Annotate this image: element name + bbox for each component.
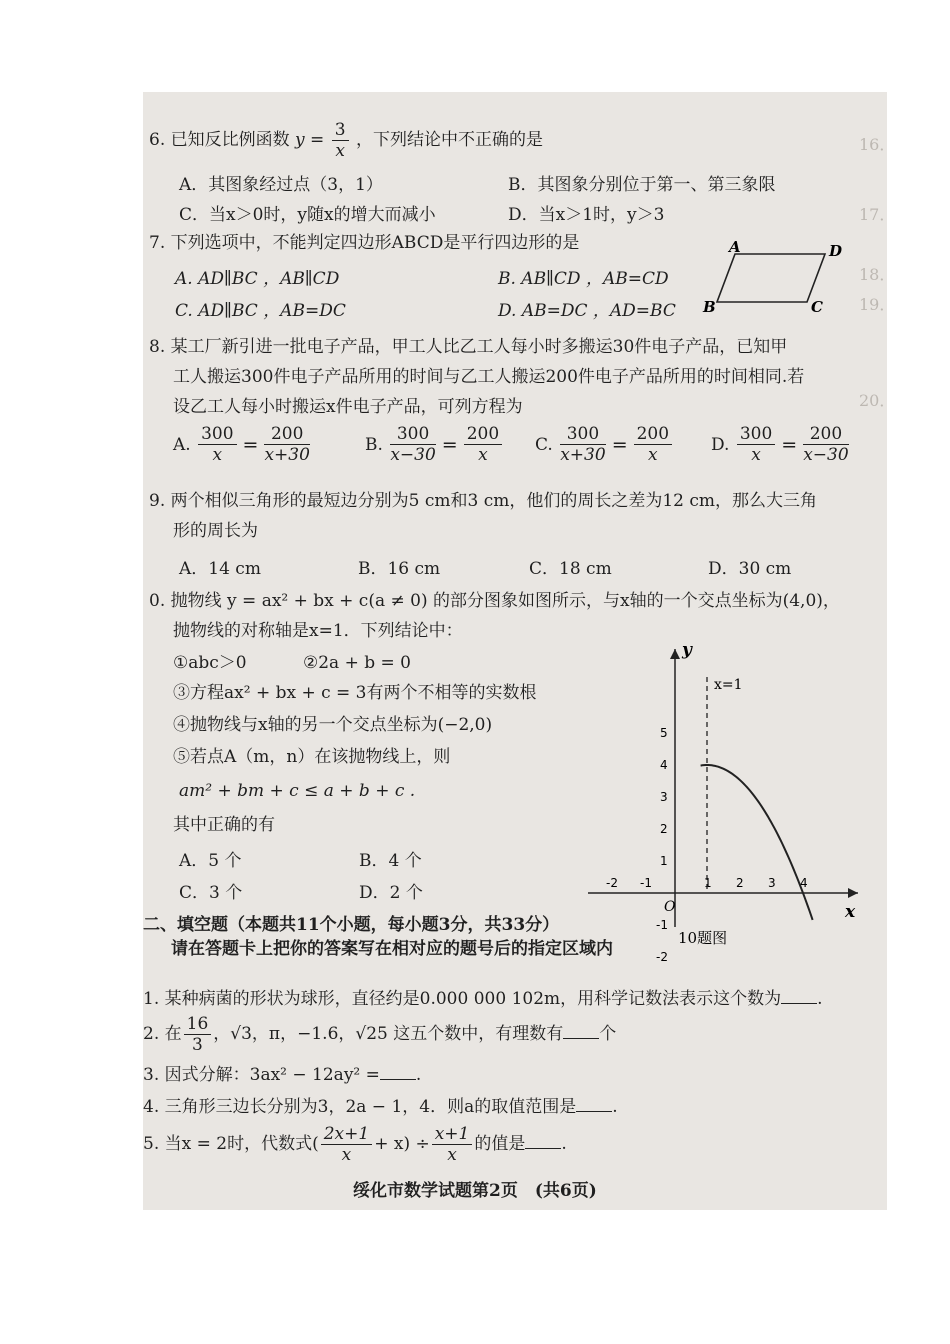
option-d: D. $\frac{300}{x}$ = $\frac{200}{x-30}$ xyxy=(711,424,849,465)
section-2-title: 二、填空题（本题共11个小题，每小题3分，共33分） xyxy=(143,915,560,935)
stem-text: 因式分解：3ax² − 12ay² = xyxy=(164,1065,380,1085)
option-c: C．当x＞0时，y随x的增大而减小 xyxy=(179,205,436,225)
question-13: 3. 因式分解：3ax² − 12ay² = . xyxy=(143,1065,422,1085)
y-tick-label: 4 xyxy=(660,758,668,772)
option-a: A. AD∥BC ，AB∥CD xyxy=(175,269,340,289)
stem-text: 下列选项中，不能判定四边形ABCD是平行四边形的是 xyxy=(170,233,580,253)
question-7-stem xyxy=(149,232,579,254)
exam-page xyxy=(143,92,896,1210)
question-9-line1 xyxy=(149,490,817,512)
option-d: D. AB=DC ，AD=BC xyxy=(498,301,676,321)
option-a: A．5 个 xyxy=(179,851,242,871)
fraction: $\frac{3}{x}$ xyxy=(332,120,349,161)
vertex-d: D xyxy=(829,242,843,260)
answer-blank xyxy=(380,1065,416,1080)
parabola-curve xyxy=(701,765,813,920)
question-number: 1. xyxy=(143,989,160,1009)
question-12: 2. 在 $\frac{16}{3}$ ，√3，π，−1.6，√25 这五个数中，有理数有 个 xyxy=(143,1014,617,1055)
answer-blank xyxy=(525,1134,561,1149)
question-8-line2: 工人搬运300件电子产品所用的时间与乙工人搬运200件电子产品所用的时间相同.若 xyxy=(173,367,805,387)
figure-caption: 10题图 xyxy=(678,929,728,947)
answer-blank xyxy=(781,989,817,1004)
stem-text: 某工厂新引进一批电子产品，甲工人比乙工人每小时多搬运30件电子产品，已知甲 xyxy=(170,337,788,357)
option-c: C. AD∥BC ，AB=DC xyxy=(175,301,346,321)
bleed-text: 17． xyxy=(859,205,896,224)
y-tick-label: 5 xyxy=(660,726,668,740)
question-number: 3. xyxy=(143,1065,160,1085)
option-a: A．14 cm xyxy=(179,559,261,579)
option-b: B．其图象分别位于第一、第三象限 xyxy=(508,175,776,195)
question-number: 4. xyxy=(143,1097,160,1117)
x-tick-label: 4 xyxy=(800,876,808,890)
stem-text: 三角形三边长分别为3，2a − 1，4．则a的取值范围是 xyxy=(164,1097,577,1117)
x-tick-label: 3 xyxy=(768,876,776,890)
y-tick-label: 3 xyxy=(660,790,668,804)
x-tick-label: 1 xyxy=(704,876,712,890)
question-8-line3: 设乙工人每小时搬运x件电子产品，可列方程为 xyxy=(173,397,523,417)
statement-5-formula: am² + bm + c ≤ a + b + c . xyxy=(179,781,416,801)
question-6-stem xyxy=(149,120,543,161)
statement-3: ③方程ax² + bx + c = 3有两个不相等的实数根 xyxy=(173,683,537,703)
option-a: A. $\frac{300}{x}$ = $\frac{200}{x+30}$ xyxy=(173,424,310,465)
x-tick-label: 2 xyxy=(736,876,744,890)
option-b: B．16 cm xyxy=(358,559,441,579)
question-number: 2. xyxy=(143,1024,160,1044)
bleed-text: 20． xyxy=(859,391,896,410)
section-2-note: 请在答题卡上把你的答案写在相对应的题号后的指定区域内 xyxy=(171,939,613,959)
vertex-c: C xyxy=(811,298,823,316)
stem-text: 已知反比例函数 xyxy=(170,130,290,150)
question-10-line2: 抛物线的对称轴是x=1．下列结论中： xyxy=(173,621,463,641)
option-d: D．2 个 xyxy=(359,883,423,903)
x-tick-label: -1 xyxy=(640,876,652,890)
stem-text: 某种病菌的形状为球形，直径约是0.000 000 102m，用科学记数法表示这个数为 xyxy=(164,989,782,1009)
x-axis-label: x xyxy=(845,902,856,922)
question-14: 4. 三角形三边长分别为3，2a − 1，4．则a的取值范围是 . xyxy=(143,1097,618,1117)
question-15: 5. 当x = 2时，代数式( $\frac{2x+1}{x}$ + x) ÷ $\frac{x+1}{x}$ 的值是 . xyxy=(143,1124,567,1165)
x-axis-arrow xyxy=(848,888,858,898)
stem-text: 两个相似三角形的最短边分别为5 cm和3 cm，他们的周长之差为12 cm，那么大三角 xyxy=(170,491,818,511)
symmetry-label: x=1 xyxy=(714,677,743,693)
question-10-ask: 其中正确的有 xyxy=(173,815,275,835)
bleed-text: 19． xyxy=(859,295,896,314)
statement-4: ④抛物线与x轴的另一个交点坐标为(−2,0) xyxy=(173,715,493,735)
option-b: B．4 个 xyxy=(359,851,422,871)
question-8-line1 xyxy=(149,336,787,358)
option-c: C. $\frac{300}{x+30}$ = $\frac{200}{x}$ xyxy=(535,424,674,465)
vertex-b: B xyxy=(703,298,716,316)
question-9-line2: 形的周长为 xyxy=(173,521,258,541)
stem-text: 抛物线 y = ax² + bx + c(a ≠ 0) 的部分图象如图所示，与x轴的一个交点坐标为(4,0)， xyxy=(170,591,840,611)
question-number: 7. xyxy=(149,233,166,253)
vertex-a: A xyxy=(729,238,741,256)
statement-2: ②2a + b = 0 xyxy=(303,653,411,673)
statement-5: ⑤若点A（m，n）在该抛物线上，则 xyxy=(173,747,451,767)
question-number: 8. xyxy=(149,337,166,357)
bleed-text: 16． xyxy=(859,135,896,154)
option-d: D．30 cm xyxy=(708,559,792,579)
parabola-graph xyxy=(578,637,868,964)
question-10-line1 xyxy=(149,590,840,612)
option-c: C．18 cm xyxy=(529,559,612,579)
stem-text: ，下列结论中不正确的是 xyxy=(355,130,543,150)
option-b: B. $\frac{300}{x-30}$ = $\frac{200}{x}$ xyxy=(365,424,504,465)
option-d: D．当x＞1时，y＞3 xyxy=(508,205,665,225)
option-c: C．3 个 xyxy=(179,883,243,903)
option-a: A．其图象经过点（3，1） xyxy=(179,175,383,195)
y-tick-label: -1 xyxy=(656,918,668,932)
statement-1: ①abc＞0 xyxy=(173,653,247,673)
x-tick-label: -2 xyxy=(606,876,618,890)
page-footer: 绥化市数学试题第2页 (共6页) xyxy=(353,1181,597,1201)
func-label: y = xyxy=(295,130,325,150)
bleed-text: 18． xyxy=(859,265,896,284)
parallelogram-shape xyxy=(717,254,825,302)
y-tick-label: -2 xyxy=(656,950,668,964)
question-number: 5. xyxy=(143,1134,160,1154)
question-number: 6. xyxy=(149,130,166,150)
question-number: 9. xyxy=(149,491,166,511)
y-tick-label: 2 xyxy=(660,822,668,836)
answer-blank xyxy=(563,1024,599,1039)
answer-blank xyxy=(576,1097,612,1112)
y-axis-label: y xyxy=(682,640,692,660)
y-axis-arrow xyxy=(670,649,680,659)
origin-label: O xyxy=(664,899,676,915)
question-number: 0. xyxy=(149,591,166,611)
option-b: B. AB∥CD ，AB=CD xyxy=(498,269,669,289)
question-11: 1. 某种病菌的形状为球形，直径约是0.000 000 102m，用科学记数法表示这个数为 . xyxy=(143,989,823,1009)
y-tick-label: 1 xyxy=(660,854,668,868)
parallelogram-figure xyxy=(695,238,875,316)
